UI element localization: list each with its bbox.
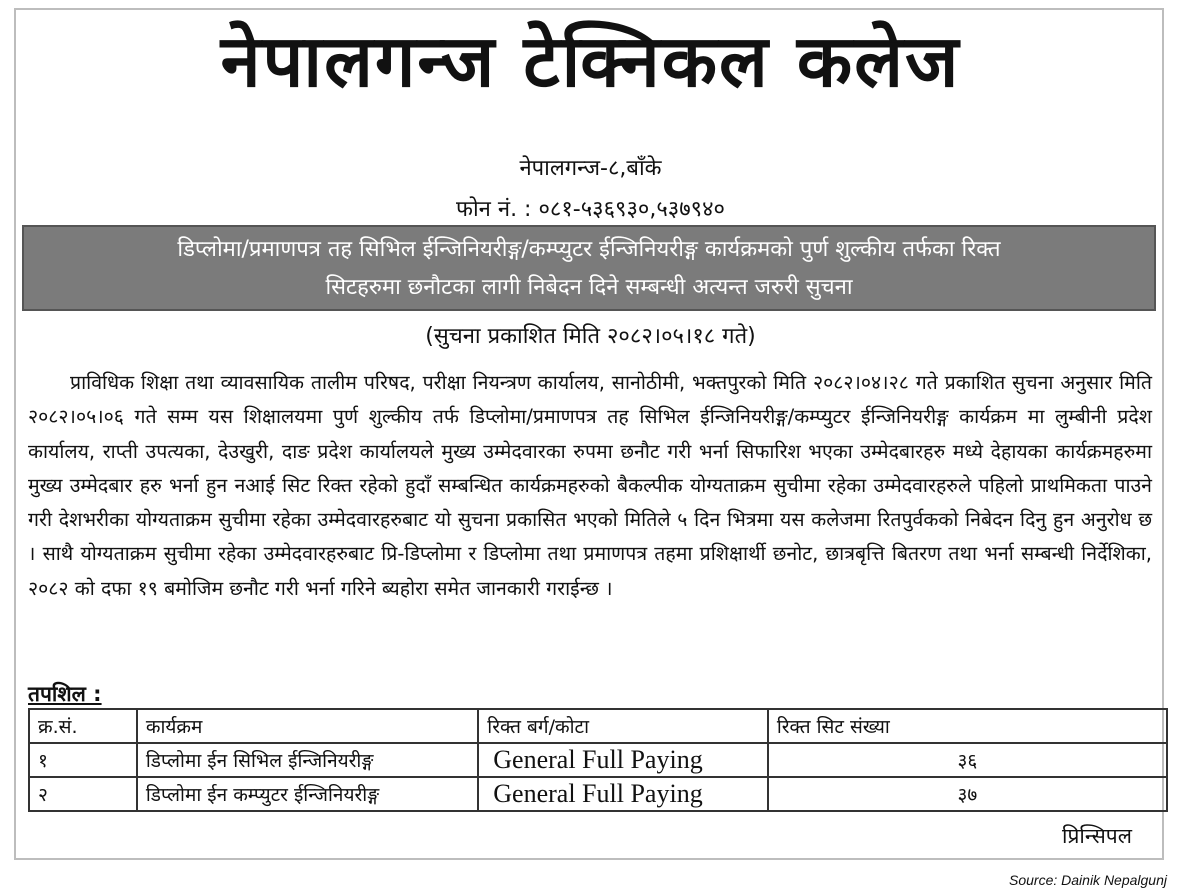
publish-date: (सुचना प्रकाशित मिति २०८२।०५।१८ गते) xyxy=(425,324,756,349)
details-label: तपशिल : xyxy=(28,682,102,706)
headline-line-2: सिटहरुमा छनौटका लागी निबेदन दिने सम्बन्धी अत्यन्त जरुरी सुचना xyxy=(325,275,853,300)
college-address: नेपालगन्ज-८,बाँके xyxy=(519,156,662,181)
vacancy-table xyxy=(28,708,1168,812)
cell-quota: General Full Paying xyxy=(478,777,768,811)
notice-body: प्राविधिक शिक्षा तथा व्यावसायिक तालीम परिषद, परीक्षा नियन्त्रण कार्यालय, सानोठीमी, भक्तपुरको मिति २०८२।०४।२८ गते प्रकाशित सुचना अनुसार मिति २०८२।०५।०६ गते सम्म यस शिक्षालयमा पुर्ण शुल्कीय तर्फ डिप्लोमा/प्रमाणपत्र तह सिभिल ईन्जिनियरीङ्ग/कम्प्युटर ईन्जिनियरीङ्ग कार्यक्रम मा लुम्बीनी प्रदेश कार्यालय, राप्ती उपत्यका, देउखुरी, दाङ प्रदेश कार्यालयले मुख्य उम्मेदवारका रुपमा छनौट गरी भर्ना सिफारिश भएका उम्मेदबारहरु मध्ये देहायका कार्यक्रमहरुमा मुख्य उम्मेदबार हरु भर्ना हुन नआई सिट रिक्त रहेको हुदाँ सम्बन्धित कार्यक्रमहरुको बैकल्पीक योग्यताक्रम सुचीमा रहेका उम्मेदवारहरुले पहिलो प्राथमिकता पाउने गरी देशभरीका योग्यताक्रम सुचीमा रहेका उम्मेदवारहरुबाट यो सुचना प्रकासित भएको मितिले ५ दिन भित्रमा यस कलेजमा रितपुर्वकको निबेदन दिनु हुन अनुरोध छ । साथै योग्यताक्रम सुचीमा रहेका उम्मेदवारहरुबाट प्रि-डिप्लोमा र डिप्लोमा तथा प्रमाणपत्र तहमा प्रशिक्षार्थी छनोट, छात्रबृत्ति बितरण तथा भर्ना सम्बन्धी निर्देशिका, २०८२ को दफा १९ बमोजिम छनौट गरी भर्ना गरिने ब्यहोरा समेत जानकारी गराईन्छ । xyxy=(28,371,1152,600)
table-row xyxy=(29,777,1167,811)
header-quota: रिक्त बर्ग/कोटा xyxy=(478,709,768,743)
header-seats: रिक्त सिट संख्या xyxy=(768,709,1167,743)
header-serial: क्र.सं. xyxy=(29,709,137,743)
header-program: कार्यक्रम xyxy=(137,709,478,743)
college-phone: फोन नं. : ०८१-५३६९३०,५३७९४० xyxy=(456,197,725,222)
signatory: प्रिन्सिपल xyxy=(1062,824,1132,848)
cell-seats: ३७ xyxy=(768,777,1167,811)
notice-headline xyxy=(22,225,1156,311)
cell-serial: १ xyxy=(29,743,137,777)
cell-serial: २ xyxy=(29,777,137,811)
source-credit: Source: Dainik Nepalgunj xyxy=(1009,872,1167,888)
cell-seats: ३६ xyxy=(768,743,1167,777)
cell-program: डिप्लोमा ईन कम्प्युटर ईन्जिनियरीङ्ग xyxy=(137,777,478,811)
college-name: नेपालगन्ज टेक्निकल कलेज xyxy=(220,19,961,103)
headline-line-1: डिप्लोमा/प्रमाणपत्र तह सिभिल ईन्जिनियरीङ्ग/कम्प्युटर ईन्जिनियरीङ्ग कार्यक्रमको पुर्ण शुल्कीय तर्फका रिक्त xyxy=(177,237,1001,262)
cell-quota: General Full Paying xyxy=(478,743,768,777)
table-row xyxy=(29,743,1167,777)
table-header-row xyxy=(29,709,1167,743)
cell-program: डिप्लोमा ईन सिभिल ईन्जिनियरीङ्ग xyxy=(137,743,478,777)
